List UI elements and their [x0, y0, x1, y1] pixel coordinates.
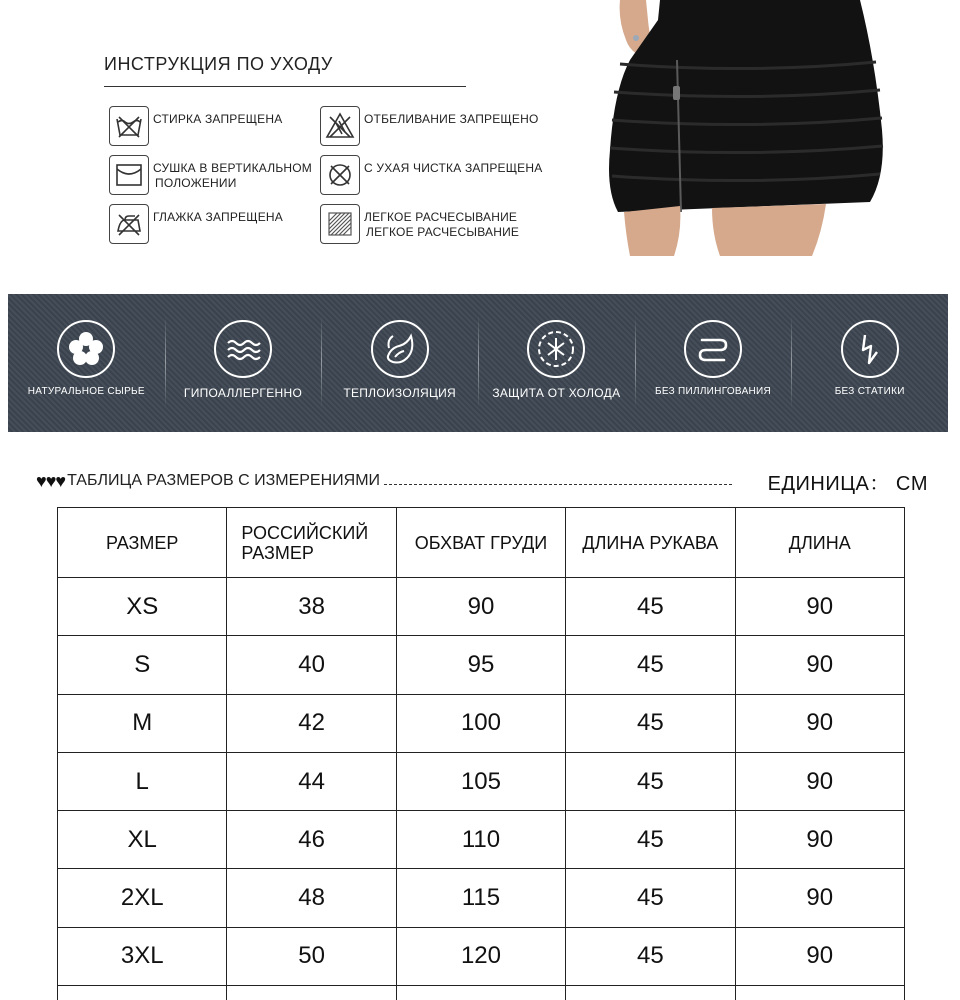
cell-chest: 95	[396, 636, 565, 694]
care-label: С УХАЯ ЧИСТКА ЗАПРЕЩЕНА	[364, 161, 543, 175]
cell-russian-size: 42	[227, 694, 396, 752]
waves-icon	[214, 320, 272, 378]
column-header-russian-size: РОССИЙСКИЙ РАЗМЕР	[227, 508, 396, 578]
cell-size	[58, 986, 227, 1000]
cell-russian-size	[227, 986, 396, 1000]
care-title-divider	[104, 86, 466, 87]
cell-sleeve-length: 45	[566, 752, 735, 810]
feature-label: БЕЗ СТАТИКИ	[834, 386, 905, 397]
size-table-title: ТАБЛИЦА РАЗМЕРОВ С ИЗМЕРЕНИЯМИ	[67, 472, 381, 489]
column-header-size: РАЗМЕР	[58, 508, 227, 578]
table-row	[58, 578, 905, 636]
cell-sleeve-length: 45	[566, 578, 735, 636]
cell-chest: 120	[396, 927, 565, 985]
table-row	[58, 694, 905, 752]
feature-label: ТЕПЛОИЗОЛЯЦИЯ	[343, 386, 457, 400]
feature-natural-material	[8, 294, 165, 432]
care-label: ЛЕГКОЕ РАСЧЕСЫВАНИЕ	[364, 210, 518, 224]
care-label: СТИРКА ЗАПРЕЩЕНА	[153, 112, 283, 126]
care-label: ОТБЕЛИВАНИЕ ЗАПРЕЩЕНО	[364, 112, 539, 126]
care-item-drip-dry	[109, 155, 312, 195]
cell-chest: 105	[396, 752, 565, 810]
feature-thermal-insulation	[321, 294, 478, 432]
table-row	[58, 927, 905, 985]
cell-length: 90	[735, 752, 904, 810]
table-row	[58, 986, 905, 1000]
table-row	[58, 636, 905, 694]
care-label: ЛЕГКОЕ РАСЧЕСЫВАНИЕ	[366, 225, 520, 239]
cold-protection-icon	[527, 320, 585, 378]
size-table-header	[36, 470, 928, 495]
care-item-light-brushing	[320, 204, 519, 244]
cell-sleeve-length: 45	[566, 927, 735, 985]
feature-label: НАТУРАЛЬНОЕ СЫРЬЕ	[27, 386, 145, 397]
cell-russian-size: 50	[227, 927, 396, 985]
cell-length: 90	[735, 811, 904, 869]
unit-label: ЕДИНИЦА： CM	[767, 472, 928, 495]
care-label: ГЛАЖКА ЗАПРЕЩЕНА	[153, 210, 283, 224]
cell-size: S	[58, 636, 227, 694]
no-iron-icon	[109, 204, 149, 244]
cell-size: M	[58, 694, 227, 752]
cell-chest: 90	[396, 578, 565, 636]
cell-size: 3XL	[58, 927, 227, 985]
feature-label: ГИПОАЛЛЕРГЕННО	[183, 386, 303, 400]
care-item-no-bleach	[320, 106, 539, 146]
brush-icon	[320, 204, 360, 244]
column-header-sleeve-length: ДЛИНА РУКАВА	[566, 508, 735, 578]
column-header-length: ДЛИНА	[735, 508, 904, 578]
cell-sleeve-length: 45	[566, 869, 735, 927]
table-row	[58, 811, 905, 869]
feature-anti-static	[791, 294, 948, 432]
cell-chest: 100	[396, 694, 565, 752]
cell-russian-size: 38	[227, 578, 396, 636]
no-wash-icon	[109, 106, 149, 146]
feature-hypoallergenic	[165, 294, 322, 432]
cell-sleeve-length: 45	[566, 694, 735, 752]
feature-label: БЕЗ ПИЛЛИНГОВАНИЯ	[654, 386, 772, 397]
cell-size: XL	[58, 811, 227, 869]
cell-length: 90	[735, 869, 904, 927]
cell-length	[735, 986, 904, 1000]
size-table-body	[58, 578, 905, 1000]
cell-length: 90	[735, 578, 904, 636]
column-header-chest: ОБХВАТ ГРУДИ	[396, 508, 565, 578]
feature-no-pilling	[635, 294, 792, 432]
cell-chest: 115	[396, 869, 565, 927]
cell-sleeve-length: 45	[566, 811, 735, 869]
cell-chest	[396, 986, 565, 1000]
care-label: СУШКА В ВЕРТИКАЛЬНОМ	[153, 161, 312, 175]
cell-russian-size: 40	[227, 636, 396, 694]
cell-length: 90	[735, 694, 904, 752]
size-table	[57, 507, 905, 1000]
cell-size: XS	[58, 578, 227, 636]
cell-sleeve-length	[566, 986, 735, 1000]
clover-icon	[57, 320, 115, 378]
cell-chest: 110	[396, 811, 565, 869]
size-table-header-row	[58, 508, 905, 578]
care-instructions-title: ИНСТРУКЦИЯ ПО УХОДУ	[104, 54, 333, 74]
feature-label: ЗАЩИТА ОТ ХОЛОДА	[492, 386, 621, 400]
care-item-no-wash	[109, 106, 282, 146]
dashed-divider	[384, 484, 732, 485]
table-row	[58, 869, 905, 927]
cell-length: 90	[735, 927, 904, 985]
drip-dry-icon	[109, 155, 149, 195]
cell-russian-size: 44	[227, 752, 396, 810]
cell-russian-size: 46	[227, 811, 396, 869]
no-dry-clean-icon	[320, 155, 360, 195]
no-pilling-icon	[684, 320, 742, 378]
care-item-no-iron	[109, 204, 283, 244]
table-row	[58, 752, 905, 810]
care-item-no-dry-clean	[320, 155, 542, 195]
cell-size: L	[58, 752, 227, 810]
feature-cold-protection	[478, 294, 635, 432]
cell-size: 2XL	[58, 869, 227, 927]
cell-russian-size: 48	[227, 869, 396, 927]
fur-vest-model-photo	[600, 0, 900, 256]
no-bleach-icon	[320, 106, 360, 146]
hearts-icon: ♥♥♥	[36, 470, 66, 491]
lightning-icon	[841, 320, 899, 378]
features-band	[8, 294, 948, 432]
cell-length: 90	[735, 636, 904, 694]
care-label: ПОЛОЖЕНИИ	[155, 176, 237, 190]
flame-icon	[371, 320, 429, 378]
cell-sleeve-length: 45	[566, 636, 735, 694]
